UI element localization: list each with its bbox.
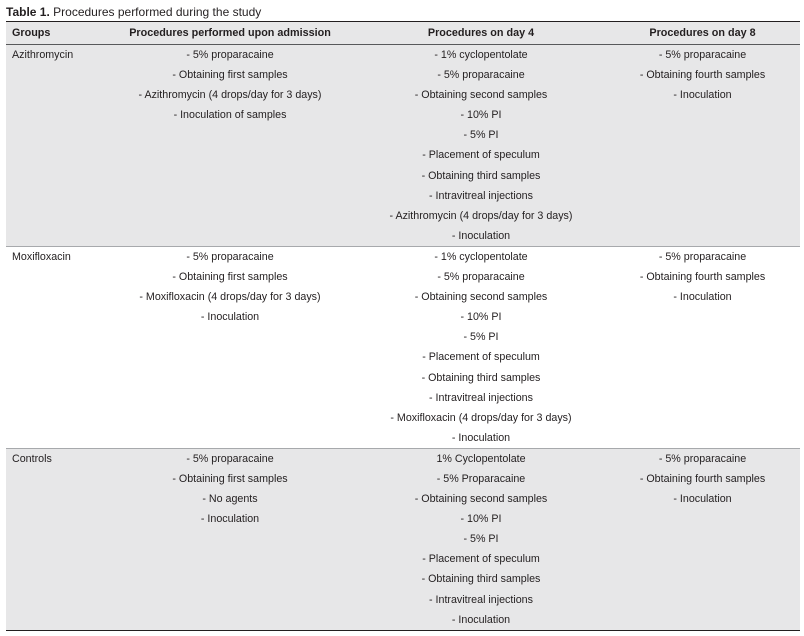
day4-procedure: - Intravitreal injections (429, 593, 533, 606)
day8-procedure: - Obtaining fourth samples (639, 69, 766, 82)
day4-procedure: - 5% Proparacaine (436, 472, 526, 485)
day8-cell (617, 247, 800, 448)
day4-procedure: - Intravitreal injections (429, 189, 533, 202)
admission-procedure: - Azithromycin (4 drops/day for 3 days) (138, 89, 322, 102)
table-row-controls (6, 449, 800, 630)
day8-procedure: - Obtaining fourth samples (639, 472, 766, 485)
day4-procedure: - Obtaining second samples (414, 89, 548, 102)
day8-procedure: - Inoculation (673, 89, 732, 102)
table-caption-title: Procedures performed during the study (53, 5, 262, 19)
group-cell (6, 45, 115, 246)
day4-procedure: - 5% PI (463, 331, 499, 344)
day4-procedure: - 10% PI (460, 513, 502, 526)
admission-procedure: - Obtaining first samples (172, 69, 288, 82)
group-name: Azithromycin (12, 49, 74, 61)
day8-procedure: - Obtaining fourth samples (639, 271, 766, 284)
day8-procedure: - Inoculation (673, 493, 732, 506)
day8-procedure: - 5% proparacaine (658, 49, 747, 61)
table-caption-label: Table 1. (6, 5, 50, 19)
day8-cell (617, 45, 800, 246)
day4-procedure: - 5% PI (463, 533, 499, 546)
admission-procedure: - Moxifloxacin (4 drops/day for 3 days) (139, 291, 321, 304)
day4-procedure: - 5% proparacaine (437, 69, 525, 82)
day4-cell (345, 449, 617, 630)
day4-procedure: - Inoculation (451, 229, 511, 242)
header-day4: Procedures on day 4 (427, 27, 535, 39)
group-cell (6, 449, 115, 630)
group-name: Moxifloxacin (12, 250, 71, 263)
group-cell (6, 247, 115, 448)
day8-procedure: - Inoculation (673, 291, 732, 304)
header-admission: Procedures performed upon admission (129, 27, 331, 39)
day4-procedure: 1% Cyclopentolate (436, 452, 526, 465)
day4-procedure: - Moxifloxacin (4 drops/day for 3 days) (390, 411, 572, 424)
day4-procedure: - Obtaining third samples (421, 169, 541, 182)
day4-procedure: - Inoculation (451, 431, 511, 444)
admission-procedure: - Inoculation (200, 513, 260, 526)
admission-procedure: - 5% proparacaine (186, 452, 274, 465)
day4-procedure: - 1% cyclopentolate (434, 250, 528, 263)
day8-cell (617, 449, 800, 630)
admission-procedure: - Inoculation (200, 311, 260, 324)
table-header-row (6, 22, 800, 45)
day8-procedure: - 5% proparacaine (658, 452, 747, 465)
admission-procedure: - 5% proparacaine (186, 250, 274, 263)
admission-procedure: - 5% proparacaine (186, 49, 274, 61)
header-day8: Procedures on day 8 (649, 27, 756, 39)
admission-procedure: - Inoculation of samples (173, 109, 287, 122)
table-row-azithromycin (6, 45, 800, 247)
day4-procedure: - 5% proparacaine (437, 271, 525, 284)
day4-cell (345, 45, 617, 246)
admission-procedure: - Obtaining first samples (172, 472, 288, 485)
table-caption (6, 4, 261, 20)
day4-procedure: - Inoculation (451, 613, 511, 626)
day4-procedure: - 10% PI (460, 109, 502, 122)
day4-procedure: - Obtaining third samples (421, 371, 541, 384)
day4-procedure: - Placement of speculum (422, 553, 540, 566)
day4-procedure: - Azithromycin (4 drops/day for 3 days) (389, 209, 573, 222)
day4-cell (345, 247, 617, 448)
admission-cell (115, 247, 345, 448)
admission-procedure: - Obtaining first samples (172, 271, 288, 284)
admission-cell (115, 449, 345, 630)
day4-procedure: - Obtaining second samples (414, 291, 548, 304)
day4-procedure: - 5% PI (463, 129, 499, 142)
table-row-moxifloxacin (6, 247, 800, 449)
day4-procedure: - Placement of speculum (422, 351, 540, 364)
header-groups: Groups (12, 27, 51, 39)
day8-procedure: - 5% proparacaine (658, 250, 747, 263)
admission-procedure: - No agents (202, 493, 258, 506)
admission-cell (115, 45, 345, 246)
day4-procedure: - Obtaining third samples (421, 573, 541, 586)
group-name: Controls (12, 452, 52, 465)
procedures-table (6, 21, 800, 631)
day4-procedure: - 10% PI (460, 311, 502, 324)
day4-procedure: - Intravitreal injections (429, 391, 533, 404)
day4-procedure: - Obtaining second samples (414, 493, 548, 506)
day4-procedure: - 1% cyclopentolate (434, 49, 528, 61)
day4-procedure: - Placement of speculum (422, 149, 540, 162)
